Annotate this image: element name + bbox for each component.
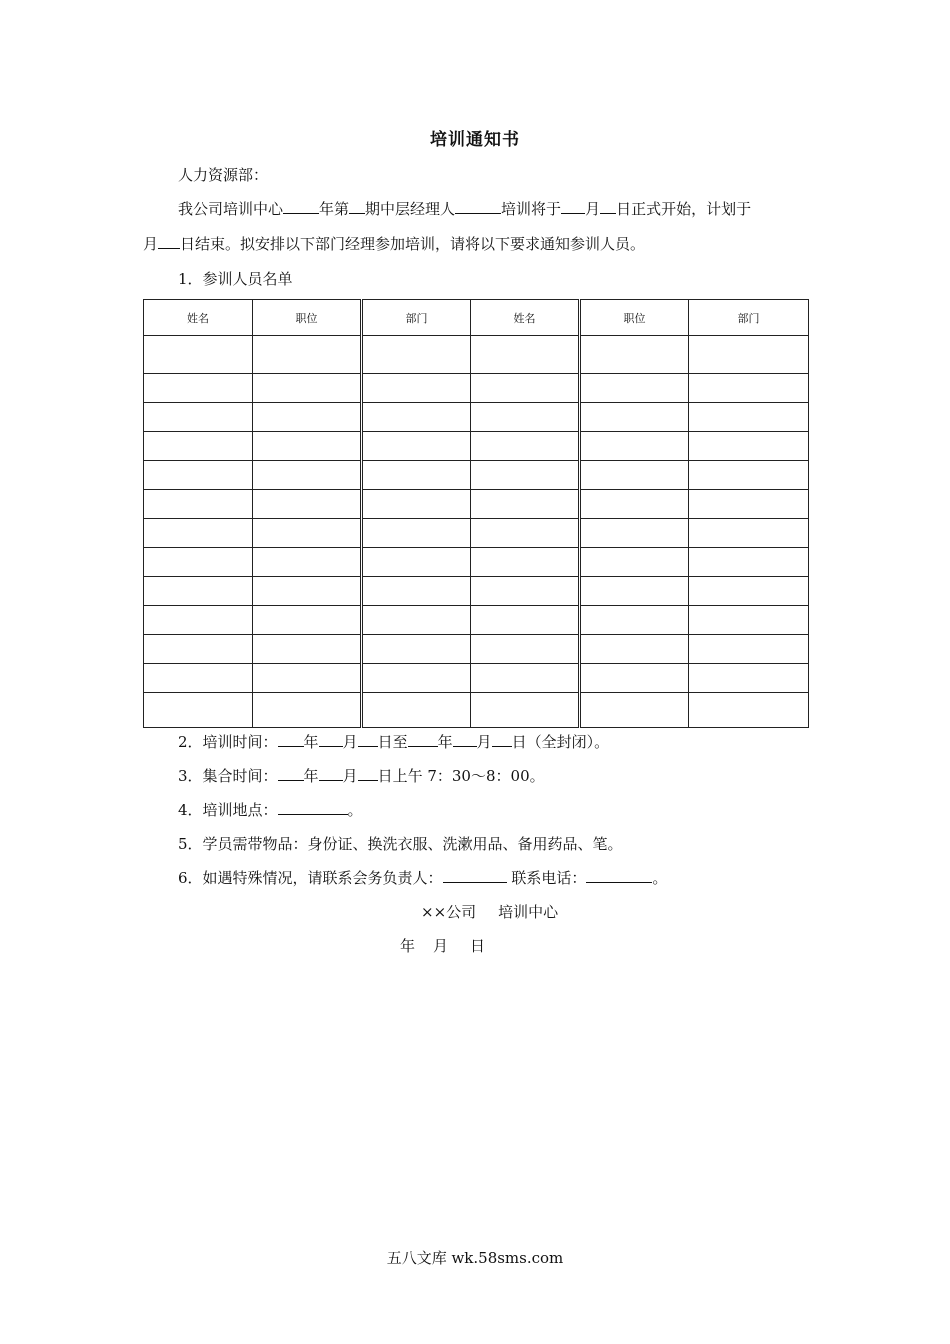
table-cell[interactable] [471, 336, 580, 374]
blank-field-contact-phone[interactable] [586, 868, 652, 883]
table-cell[interactable] [471, 635, 580, 664]
table-row [144, 606, 809, 635]
table-cell[interactable] [253, 606, 362, 635]
date-month: 月 [433, 937, 449, 955]
table-cell[interactable] [144, 548, 253, 577]
signature-company: ××公司 [421, 903, 477, 921]
table-row [144, 432, 809, 461]
blank-field-contact-person[interactable] [443, 868, 507, 883]
blank-field-term[interactable] [349, 199, 365, 214]
item-text: 日（全封闭）。 [511, 733, 610, 751]
table-cell[interactable] [253, 490, 362, 519]
table-cell[interactable] [144, 432, 253, 461]
date-year: 年 [400, 937, 416, 955]
table-cell[interactable] [253, 635, 362, 664]
table-cell[interactable] [580, 606, 689, 635]
table-cell[interactable] [144, 336, 253, 374]
item-text: 。 [652, 869, 668, 887]
para-text: 年第 [319, 200, 350, 218]
table-cell[interactable] [144, 635, 253, 664]
paragraph-line-1 [178, 198, 751, 219]
table-row [144, 374, 809, 403]
table-cell[interactable] [362, 577, 471, 606]
date-day: 日 [470, 937, 486, 955]
signature-department: 培训中心 [498, 903, 559, 921]
table-cell[interactable] [362, 336, 471, 374]
blank-field-course[interactable] [455, 199, 501, 214]
item-1-heading: 1．参训人员名单 [178, 270, 293, 288]
table-cell[interactable] [580, 403, 689, 432]
blank-field[interactable] [319, 732, 343, 747]
table-cell[interactable] [471, 664, 580, 693]
table-cell[interactable] [689, 490, 809, 519]
signature-line [421, 901, 558, 922]
item-text: 月 [476, 733, 492, 751]
recipient: 人力资源部： [178, 166, 269, 184]
header-position: 职位 [253, 300, 362, 336]
table-cell[interactable] [144, 606, 253, 635]
table-cell[interactable] [144, 693, 253, 728]
table-cell[interactable] [689, 693, 809, 728]
header-position: 职位 [580, 300, 689, 336]
table-cell[interactable] [689, 635, 809, 664]
item-5-items-to-bring: 5．学员需带物品：身份证、换洗衣服、洗漱用品、备用药品、笔。 [178, 835, 623, 853]
table-cell[interactable] [689, 374, 809, 403]
table-row [144, 577, 809, 606]
table-cell[interactable] [253, 548, 362, 577]
para-text: 日结束。拟安排以下部门经理参加培训，请将以下要求通知参训人员。 [180, 235, 646, 253]
table-cell[interactable] [253, 374, 362, 403]
table-row [144, 461, 809, 490]
table-cell[interactable] [253, 664, 362, 693]
paragraph-line-2 [143, 233, 645, 254]
table-row [144, 403, 809, 432]
table-cell[interactable] [253, 403, 362, 432]
blank-field[interactable] [278, 732, 304, 747]
date-line [400, 935, 485, 956]
table-cell[interactable] [689, 606, 809, 635]
table-cell[interactable] [471, 606, 580, 635]
table-cell[interactable] [689, 664, 809, 693]
table-cell[interactable] [362, 606, 471, 635]
table-cell[interactable] [471, 490, 580, 519]
blank-field[interactable] [453, 732, 477, 747]
header-department: 部门 [362, 300, 471, 336]
table-cell[interactable] [362, 548, 471, 577]
table-cell[interactable] [580, 664, 689, 693]
item-text: 月 [342, 767, 358, 785]
blank-field[interactable] [358, 766, 378, 781]
table-cell[interactable] [689, 519, 809, 548]
table-cell[interactable] [580, 461, 689, 490]
table-cell[interactable] [471, 461, 580, 490]
blank-field[interactable] [319, 766, 343, 781]
footer-watermark: 五八文库 wk.58sms.com [386, 1249, 564, 1267]
table-cell[interactable] [471, 403, 580, 432]
table-cell[interactable] [689, 461, 809, 490]
table-cell[interactable] [580, 693, 689, 728]
item-text: 年 [303, 767, 319, 785]
table-cell[interactable] [471, 432, 580, 461]
table-cell[interactable] [580, 336, 689, 374]
item-text: 2．培训时间： [178, 733, 278, 751]
para-text: 我公司培训中心 [178, 200, 284, 218]
item-text: 年 [303, 733, 319, 751]
table-cell[interactable] [144, 519, 253, 548]
trainee-roster-table [143, 299, 809, 728]
table-cell[interactable] [253, 336, 362, 374]
table-row [144, 336, 809, 374]
item-text: 联系电话： [506, 869, 587, 887]
table-cell[interactable] [362, 403, 471, 432]
table-cell[interactable] [253, 432, 362, 461]
para-text: 培训将于 [501, 200, 562, 218]
header-name: 姓名 [144, 300, 253, 336]
para-text: 月 [143, 235, 159, 253]
table-row [144, 693, 809, 728]
table-cell[interactable] [580, 635, 689, 664]
table-cell[interactable] [144, 577, 253, 606]
table-cell[interactable] [689, 548, 809, 577]
table-cell[interactable] [144, 664, 253, 693]
blank-field-end-day[interactable] [158, 234, 180, 249]
table-cell[interactable] [689, 432, 809, 461]
table-body [144, 336, 809, 728]
document-title: 培训通知书 [430, 130, 520, 150]
table-cell[interactable] [253, 693, 362, 728]
table-row [144, 635, 809, 664]
table-cell[interactable] [471, 374, 580, 403]
blank-field-year[interactable] [283, 199, 319, 214]
table-cell[interactable] [689, 336, 809, 374]
table-cell[interactable] [580, 432, 689, 461]
para-text: 日正式开始，计划于 [616, 200, 752, 218]
item-text: 年 [437, 733, 453, 751]
table-row [144, 519, 809, 548]
para-text: 月 [585, 200, 601, 218]
table-cell[interactable] [253, 577, 362, 606]
blank-field-location[interactable] [278, 800, 348, 815]
table-cell[interactable] [144, 374, 253, 403]
item-text: 3．集合时间： [178, 767, 278, 785]
table-cell[interactable] [253, 519, 362, 548]
table-cell[interactable] [471, 519, 580, 548]
table-cell[interactable] [362, 374, 471, 403]
header-name: 姓名 [471, 300, 580, 336]
table-cell[interactable] [689, 577, 809, 606]
table-cell[interactable] [471, 548, 580, 577]
blank-field[interactable] [278, 766, 304, 781]
table-row [144, 490, 809, 519]
table-cell[interactable] [253, 461, 362, 490]
header-department: 部门 [689, 300, 809, 336]
table-cell[interactable] [580, 548, 689, 577]
table-cell[interactable] [362, 490, 471, 519]
blank-field[interactable] [408, 732, 438, 747]
item-text: 日上午 7：30～8：00。 [377, 767, 545, 785]
table-cell[interactable] [689, 403, 809, 432]
table-cell[interactable] [144, 403, 253, 432]
table-cell[interactable] [580, 577, 689, 606]
table-cell[interactable] [580, 374, 689, 403]
blank-field[interactable] [492, 732, 512, 747]
table-cell[interactable] [144, 461, 253, 490]
table-cell[interactable] [362, 432, 471, 461]
table-cell[interactable] [144, 490, 253, 519]
item-6-contact [178, 867, 667, 888]
table-header-row [144, 300, 809, 336]
table-cell[interactable] [580, 519, 689, 548]
item-text: 。 [347, 801, 363, 819]
table-cell[interactable] [471, 577, 580, 606]
item-text: 6．如遇特殊情况，请联系会务负责人： [178, 869, 443, 887]
item-text: 日至 [377, 733, 408, 751]
item-text: 月 [342, 733, 358, 751]
item-text: 4．培训地点： [178, 801, 278, 819]
table-cell[interactable] [362, 461, 471, 490]
table-cell[interactable] [362, 693, 471, 728]
table-row [144, 548, 809, 577]
table-row [144, 664, 809, 693]
table-cell[interactable] [580, 490, 689, 519]
table-cell[interactable] [362, 635, 471, 664]
item-3-assembly-time [178, 765, 545, 786]
item-2-training-time [178, 731, 609, 752]
table-cell[interactable] [362, 664, 471, 693]
blank-field-start-month[interactable] [561, 199, 585, 214]
item-4-training-location [178, 799, 363, 820]
table-cell[interactable] [362, 519, 471, 548]
blank-field-start-day[interactable] [600, 199, 616, 214]
blank-field[interactable] [358, 732, 378, 747]
para-text: 期中层经理人 [365, 200, 456, 218]
table-cell[interactable] [471, 693, 580, 728]
